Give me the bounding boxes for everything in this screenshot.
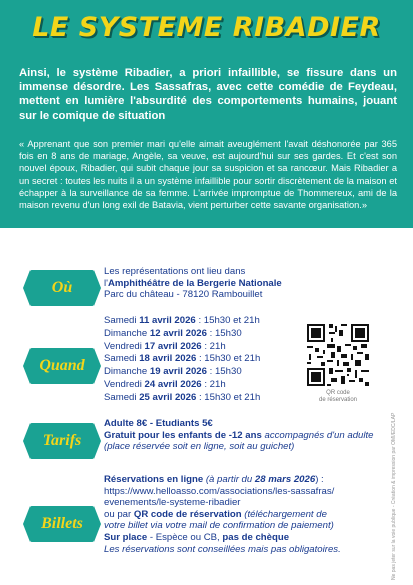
- header-panel: [0, 0, 413, 228]
- onsite-label: Sur place: [104, 531, 148, 543]
- location-intro: Les représentations ont lieu dans: [104, 266, 246, 277]
- venue-address: Parc du château - 78120 Rambouillet: [104, 289, 263, 301]
- label-quand: Quand: [30, 348, 94, 384]
- online-booking-label: Réservations en ligne: [104, 474, 204, 485]
- booking-start-date: 28 mars 2026: [254, 474, 316, 485]
- booking-link[interactable]: https://www.helloasso.com/associations/les-sassafras/: [104, 485, 335, 497]
- price-free-note: accompagnés d'un adulte: [261, 429, 374, 441]
- prices-block: [104, 418, 394, 453]
- booking-link-cont[interactable]: evenements/le-systeme-ribadier: [104, 497, 241, 509]
- side-note: Ne pas jeter sur la voie publique - Création & impression par OMI/EDC/LAP: [391, 412, 397, 580]
- price-free: Gratuit pour les enfants de -12 ans: [104, 429, 262, 441]
- qr-booking-note: votre billet via votre mail de confirmation de paiement): [104, 520, 334, 532]
- date-row: Samedi 18 avril 2026 : 15h30 et 21h: [104, 353, 261, 365]
- qr-booking-label: QR code de réservation: [133, 508, 242, 520]
- dates-block: [104, 315, 294, 405]
- no-cheque-label: pas de chèque: [222, 531, 290, 543]
- date-row: Vendredi 24 avril 2026 : 21h: [104, 378, 226, 390]
- price-note: (place réservée soit en ligne, soit au guichet): [104, 441, 295, 453]
- location-prefix: l': [104, 277, 108, 289]
- date-row: Dimanche 19 avril 2026 : 15h30: [104, 366, 242, 378]
- label-billets: Billets: [30, 506, 94, 542]
- date-row: Vendredi 17 avril 2026 : 21h: [104, 340, 226, 352]
- date-row: Dimanche 12 avril 2026 : 15h30: [104, 327, 242, 339]
- price-adult: Adulte 8€ - Etudiants 5€: [104, 418, 213, 429]
- booking-advice: Les réservations sont conseillées mais pas obligatoires.: [104, 543, 341, 555]
- date-row: Samedi 11 avril 2026 : 15h30 et 21h: [104, 315, 260, 326]
- label-ou: Où: [30, 270, 94, 306]
- synopsis-quote: « Apprenant que son premier mari qu'elle aimait aveuglément l'avait déshonorée par 365 fois en 8 ans de mariage, Angèle, sa veuve, est aujourd'hui sur ses gardes. Et c'est son nouvel époux, Ribadier, qui subit chaque jour sa suspicion et sa rancœur. Mais Ribadier a un secret : toutes les nuits il a un système infaillible pour sortir discrètement de la maison et échapper à la surveillance de sa femme. L'arrivée impromptue de Thommereux, ami de la maison revenu d'un long exil de Batavia, vient perturber cette savante organisation.»: [19, 139, 397, 211]
- location-block: [104, 266, 364, 301]
- label-tarifs: Tarifs: [30, 423, 94, 459]
- venue-name: Amphithéâtre de la Bergerie Nationale: [107, 277, 282, 289]
- poster-title: LE SYSTEME RIBADIER: [32, 12, 381, 43]
- qr-caption: QR code de réservation: [318, 390, 358, 403]
- qr-code-icon[interactable]: [305, 322, 371, 388]
- tickets-block: Réservations en ligne (à partir du 28 mars 2026) : https://www.helloasso.com/associations/les-sassafras/ evenements/le-systeme-ribadier ou par QR code de réservation (téléchargement de votre billet via votre mail de confirmation de paiement) Sur place - Espèce ou CB, pas de chèque Les réservations sont conseillées mais pas obligatoires.: [104, 474, 394, 555]
- date-row: Samedi 25 avril 2026 : 15h30 et 21h: [104, 391, 261, 403]
- intro-text: Ainsi, le système Ribadier, a priori infaillible, se fissure dans un immense désordre. Les Sassafras, avec cette comédie de Feydeau, mettent en lumière l'absurdité des comportements humains, jouant sur le comique de situation: [19, 67, 397, 122]
